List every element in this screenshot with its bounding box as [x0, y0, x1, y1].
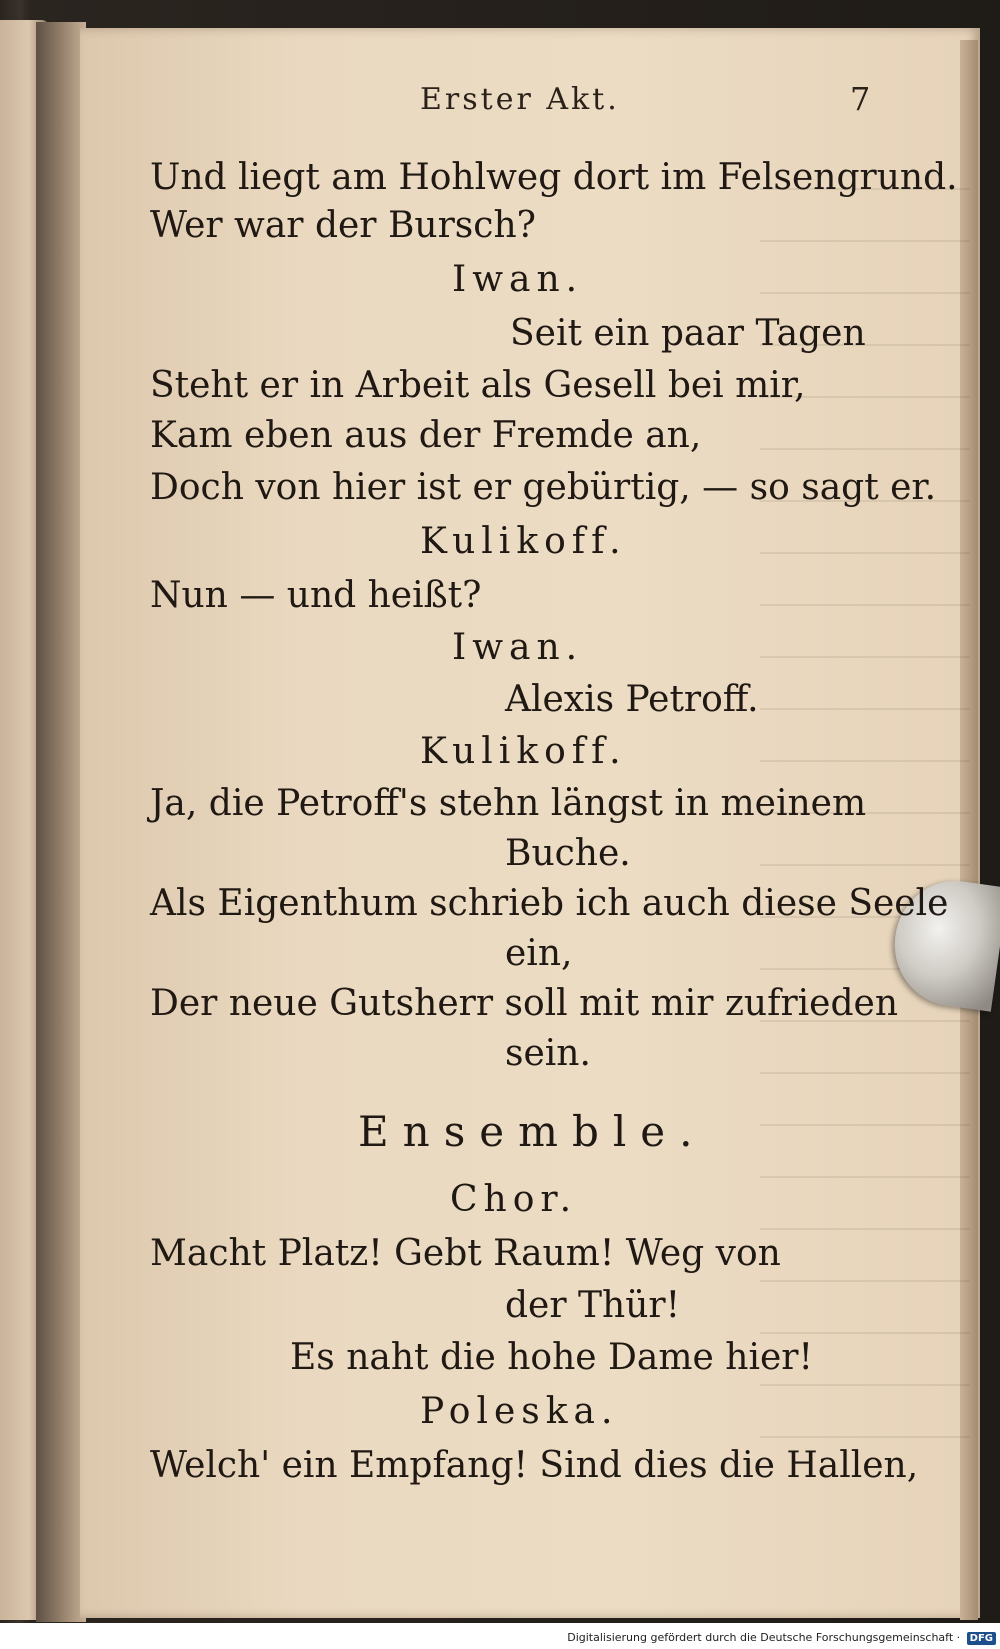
verse-line: Kam eben aus der Fremde an,: [150, 415, 702, 456]
footer-bar: [0, 1623, 1000, 1649]
speaker-name: Kulikoff.: [420, 731, 627, 772]
verse-line: Als Eigenthum schrieb ich auch diese Seele: [150, 883, 949, 924]
section-heading: Ensemble.: [358, 1107, 707, 1156]
page-number: 7: [850, 80, 871, 118]
verse-line: Wer war der Bursch?: [150, 205, 536, 246]
verse-line: Steht er in Arbeit als Gesell bei mir,: [150, 365, 806, 406]
verse-line-continuation: Buche.: [505, 833, 631, 874]
verse-line: Welch' ein Empfang! Sind dies die Hallen,: [150, 1445, 919, 1486]
verse-line: Es naht die hohe Dame hier!: [290, 1337, 813, 1378]
verse-line-continuation: sein.: [505, 1033, 591, 1074]
footer-credit-text: Digitalisierung gefördert durch die Deutsche Forschungsgemeinschaft ·: [567, 1631, 961, 1644]
verse-line: Und liegt am Hohlweg dort im Felsengrund.: [150, 157, 958, 198]
speaker-name: Poleska.: [420, 1391, 619, 1432]
verse-line: Macht Platz! Gebt Raum! Weg von: [150, 1233, 781, 1274]
speaker-name: Iwan.: [452, 259, 584, 300]
verse-line: Der neue Gutsherr soll mit mir zufrieden: [150, 983, 899, 1024]
footer-credit: [567, 1631, 996, 1645]
verse-line-continuation: der Thür!: [505, 1285, 681, 1326]
verse-line: Doch von hier ist er gebürtig, — so sagt er.: [150, 467, 937, 508]
speaker-name: Chor.: [450, 1179, 578, 1220]
verse-line: Ja, die Petroff's stehn längst in meinem: [150, 783, 867, 824]
dfg-logo: DFG: [967, 1632, 996, 1645]
verse-line: Nun — und heißt?: [150, 575, 482, 616]
verse-line: Alexis Petroff.: [505, 679, 759, 720]
speaker-name: Kulikoff.: [420, 521, 627, 562]
running-head: [0, 82, 1000, 122]
speaker-name: Iwan.: [452, 627, 584, 668]
verse-line-continuation: ein,: [505, 933, 573, 974]
verse-line: Seit ein paar Tagen: [510, 313, 866, 354]
running-head-title: Erster Akt.: [420, 82, 620, 117]
book-gutter: [36, 22, 86, 1622]
